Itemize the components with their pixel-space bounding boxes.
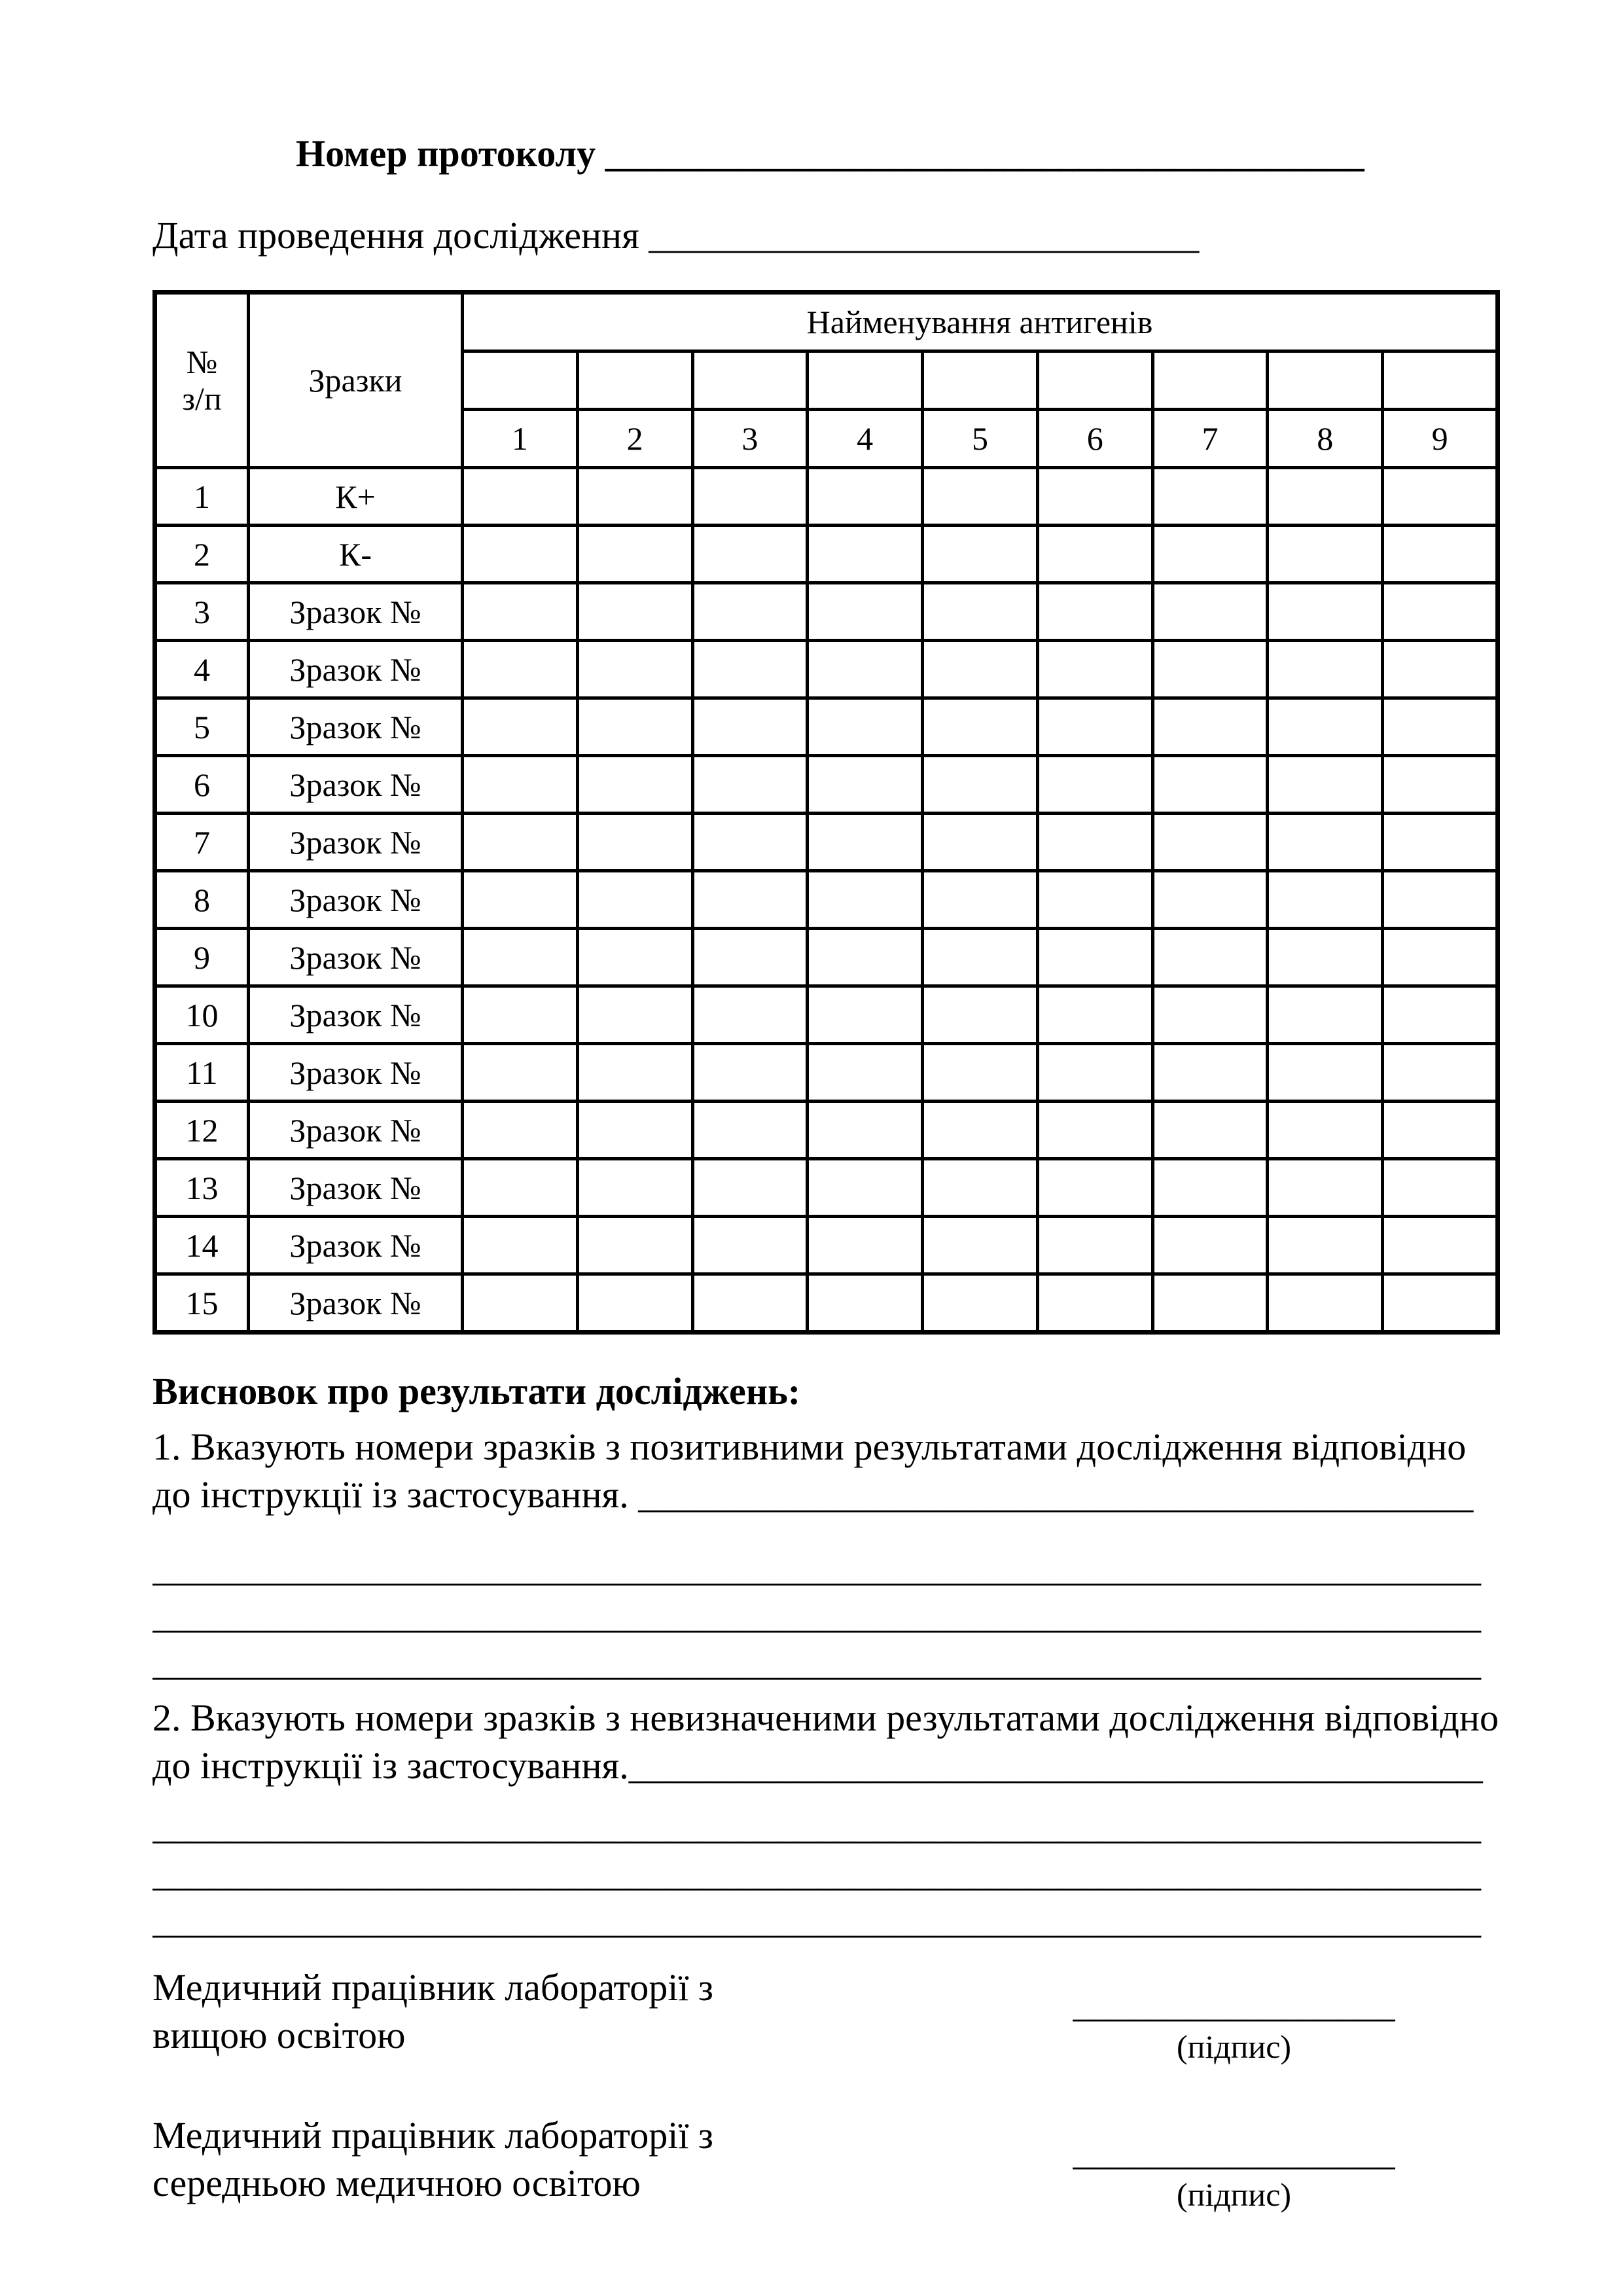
antigen-number-cell: 9 [1383, 410, 1498, 468]
result-cell [1037, 929, 1152, 986]
table-row [155, 814, 1498, 871]
result-cell [1383, 1217, 1498, 1274]
protocol-number-row [152, 131, 1500, 177]
result-cell [1383, 1159, 1498, 1217]
sample-name-cell: Зразок № [249, 641, 463, 698]
result-cell [1268, 986, 1383, 1044]
conclusion-item-2 [152, 1694, 1500, 1789]
result-cell [1037, 1102, 1152, 1159]
result-cell [1152, 986, 1268, 1044]
result-cell [1037, 814, 1152, 871]
sample-name-cell: К+ [249, 468, 463, 526]
result-cell [1037, 756, 1152, 814]
result-cell [577, 468, 692, 526]
result-cell [463, 468, 578, 526]
signature-1-caption: (підпис) [1176, 2028, 1292, 2065]
row-number-cell: 11 [155, 1044, 249, 1102]
conclusion-item-2-line-2 [152, 1742, 1500, 1789]
antigen-name-blank-cell [577, 351, 692, 410]
result-cell [692, 1159, 808, 1217]
result-cell [1037, 871, 1152, 929]
table-body [155, 468, 1498, 1333]
result-cell [577, 929, 692, 986]
result-cell [692, 871, 808, 929]
sample-name-cell: Зразок № [249, 698, 463, 756]
result-cell [808, 468, 923, 526]
result-cell [463, 1102, 578, 1159]
result-cell [808, 986, 923, 1044]
signature-2-label-line-1: Медичний працівник лабораторії з [152, 2114, 713, 2157]
result-cell [808, 871, 923, 929]
result-cell [463, 641, 578, 698]
result-cell [692, 583, 808, 641]
result-cell [577, 1102, 692, 1159]
research-date-row [152, 213, 1500, 259]
result-cell [692, 1044, 808, 1102]
result-cell [808, 698, 923, 756]
table-row [155, 1102, 1498, 1159]
result-cell [1268, 698, 1383, 756]
blank-fill-line: ______________________________________________________________________ [152, 1804, 1481, 1847]
antigen-number-cell: 1 [463, 410, 578, 468]
blank-fill-line: ______________________________________________________________________ [152, 1641, 1481, 1683]
table-row [155, 986, 1498, 1044]
row-number-cell: 6 [155, 756, 249, 814]
result-cell [1268, 1217, 1383, 1274]
result-cell [1383, 1044, 1498, 1102]
result-cell [923, 641, 1038, 698]
result-cell [1268, 756, 1383, 814]
table-row [155, 871, 1498, 929]
sample-name-cell: Зразок № [249, 1102, 463, 1159]
signature-2-fill-line: _________________ [1073, 2130, 1395, 2173]
result-cell [923, 468, 1038, 526]
result-cell [923, 1217, 1038, 1274]
result-cell [1152, 641, 1268, 698]
result-cell [1037, 1159, 1152, 1217]
signature-2-sign-area [1073, 2111, 1395, 2214]
result-cell [577, 1274, 692, 1333]
result-cell [808, 1102, 923, 1159]
result-cell [692, 641, 808, 698]
row-number-cell: 8 [155, 871, 249, 929]
sample-name-cell: К- [249, 526, 463, 583]
table-row [155, 1159, 1498, 1217]
result-cell [1037, 468, 1152, 526]
result-cell [1268, 1044, 1383, 1102]
antigen-number-cell: 4 [808, 410, 923, 468]
table-row [155, 641, 1498, 698]
table-row [155, 756, 1498, 814]
sample-name-cell: Зразок № [249, 814, 463, 871]
sample-name-cell: Зразок № [249, 1159, 463, 1217]
result-cell [1383, 871, 1498, 929]
result-cell [808, 1217, 923, 1274]
result-cell [463, 1159, 578, 1217]
result-cell [808, 1159, 923, 1217]
result-cell [1152, 583, 1268, 641]
antigen-name-blank-cell [463, 351, 578, 410]
result-cell [577, 1044, 692, 1102]
table-row [155, 1044, 1498, 1102]
sample-name-cell: Зразок № [249, 1044, 463, 1102]
blank-lines-after-item-1 [152, 1545, 1500, 1686]
signature-1-sign-area [1073, 1964, 1395, 2066]
antigen-number-cell: 3 [692, 410, 808, 468]
conclusion-heading: Висновок про результати досліджень: [152, 1370, 801, 1412]
signature-2-caption: (підпис) [1176, 2176, 1292, 2213]
result-cell [1152, 1044, 1268, 1102]
result-cell [923, 929, 1038, 986]
signature-1-label-line-2: вищою освітою [152, 2014, 406, 2056]
result-cell [1152, 871, 1268, 929]
antigen-name-blank-cell [1152, 351, 1268, 410]
row-number-cell: 7 [155, 814, 249, 871]
result-cell [577, 641, 692, 698]
result-cell [1383, 929, 1498, 986]
result-cell [1268, 1102, 1383, 1159]
result-cell [1037, 1274, 1152, 1333]
result-cell [923, 1102, 1038, 1159]
result-cell [1037, 986, 1152, 1044]
table-row [155, 1274, 1498, 1333]
blank-fill-line: ______________________________________________________________________ [152, 1547, 1481, 1589]
antigen-name-blank-cell [1037, 351, 1152, 410]
antigen-name-blank-cell [1268, 351, 1383, 410]
row-number-cell: 4 [155, 641, 249, 698]
sample-name-cell: Зразок № [249, 929, 463, 986]
antigen-number-cell: 7 [1152, 410, 1268, 468]
result-cell [692, 526, 808, 583]
conclusion-item-2-line-1: 2. Вказують номери зразків з невизначеними результатами дослідження відповідно [152, 1696, 1499, 1739]
result-cell [923, 814, 1038, 871]
result-cell [808, 1274, 923, 1333]
result-cell [923, 583, 1038, 641]
result-cell [463, 929, 578, 986]
table-row [155, 929, 1498, 986]
result-cell [1037, 698, 1152, 756]
result-cell [692, 1217, 808, 1274]
result-cell [1268, 871, 1383, 929]
result-cell [1152, 756, 1268, 814]
result-cell [692, 814, 808, 871]
row-number-cell: 15 [155, 1274, 249, 1333]
antigen-name-blank-cell [808, 351, 923, 410]
result-cell [1268, 468, 1383, 526]
result-cell [1383, 468, 1498, 526]
sample-name-cell: Зразок № [249, 1274, 463, 1333]
result-cell [1037, 1044, 1152, 1102]
result-cell [1383, 814, 1498, 871]
table-row [155, 1217, 1498, 1274]
table-row [155, 468, 1498, 526]
signature-2-label-line-2: середньою медичною освітою [152, 2162, 641, 2204]
result-cell [808, 929, 923, 986]
result-cell [1268, 1159, 1383, 1217]
result-cell [577, 814, 692, 871]
antigen-number-cell: 8 [1268, 410, 1383, 468]
col-header-num-line2: з/п [182, 380, 222, 417]
result-cell [463, 526, 578, 583]
table-header-row-1 [155, 293, 1498, 351]
result-cell [463, 1274, 578, 1333]
signature-1-fill-line: _________________ [1073, 1982, 1395, 2025]
result-cell [463, 756, 578, 814]
antigen-number-cell: 6 [1037, 410, 1152, 468]
conclusion-item-2-text: до інструкції із застосування. [152, 1744, 629, 1787]
table-header [155, 293, 1498, 468]
result-cell [923, 1044, 1038, 1102]
result-cell [923, 871, 1038, 929]
result-cell [577, 986, 692, 1044]
antigen-number-cell: 2 [577, 410, 692, 468]
research-date-fill-line: _____________________________ [649, 214, 1200, 257]
result-cell [808, 641, 923, 698]
result-cell [577, 1217, 692, 1274]
col-header-num-line1: № [186, 344, 218, 380]
result-cell [808, 814, 923, 871]
result-cell [692, 698, 808, 756]
blank-lines-after-item-2 [152, 1803, 1500, 1944]
protocol-number-label: Номер протоколу [296, 132, 605, 175]
result-cell [808, 756, 923, 814]
result-cell [1037, 1217, 1152, 1274]
result-cell [577, 756, 692, 814]
antigens-table [152, 290, 1500, 1335]
result-cell [1383, 583, 1498, 641]
row-number-cell: 10 [155, 986, 249, 1044]
conclusion-item-1 [152, 1423, 1500, 1518]
result-cell [1383, 698, 1498, 756]
antigen-number-cell: 5 [923, 410, 1038, 468]
table-row [155, 583, 1498, 641]
signature-2-label [152, 2111, 807, 2207]
row-number-cell: 9 [155, 929, 249, 986]
blank-fill-line: ______________________________________________________________________ [152, 1852, 1481, 1894]
result-cell [1383, 526, 1498, 583]
result-cell [923, 1274, 1038, 1333]
sample-name-cell: Зразок № [249, 756, 463, 814]
result-cell [923, 756, 1038, 814]
result-cell [1152, 1274, 1268, 1333]
result-cell [1152, 814, 1268, 871]
row-number-cell: 13 [155, 1159, 249, 1217]
result-cell [1152, 1102, 1268, 1159]
result-cell [1268, 929, 1383, 986]
document-content [152, 0, 1500, 2214]
protocol-number-fill-line: ________________________________________ [605, 132, 1364, 175]
result-cell [577, 698, 692, 756]
result-cell [1268, 1274, 1383, 1333]
sample-name-cell: Зразок № [249, 986, 463, 1044]
antigen-name-blank-cell [1383, 351, 1498, 410]
result-cell [463, 814, 578, 871]
signature-1-label-line-1: Медичний працівник лабораторії з [152, 1966, 713, 2009]
row-number-cell: 12 [155, 1102, 249, 1159]
sample-name-cell: Зразок № [249, 583, 463, 641]
result-cell [923, 1159, 1038, 1217]
blank-fill-line: ______________________________________________________________________ [152, 1899, 1481, 1941]
result-cell [1268, 814, 1383, 871]
signature-block-2 [152, 2111, 1500, 2214]
result-cell [692, 1102, 808, 1159]
result-cell [692, 929, 808, 986]
result-cell [1037, 526, 1152, 583]
result-cell [1383, 756, 1498, 814]
result-cell [1037, 641, 1152, 698]
table-row [155, 698, 1498, 756]
result-cell [692, 468, 808, 526]
result-cell [1152, 526, 1268, 583]
result-cell [577, 1159, 692, 1217]
row-number-cell: 5 [155, 698, 249, 756]
row-number-cell: 14 [155, 1217, 249, 1274]
research-date-label: Дата проведення дослідження [152, 214, 649, 257]
result-cell [1268, 641, 1383, 698]
conclusion-item-1-fill-line: ____________________________________________ [638, 1473, 1474, 1516]
antigen-name-blank-cell [923, 351, 1038, 410]
result-cell [1037, 583, 1152, 641]
row-number-cell: 2 [155, 526, 249, 583]
sample-name-cell: Зразок № [249, 871, 463, 929]
conclusion-item-2-fill-line: _____________________________________________ [628, 1744, 1483, 1787]
signature-1-label [152, 1964, 807, 2059]
result-cell [1383, 1274, 1498, 1333]
row-number-cell: 3 [155, 583, 249, 641]
result-cell [1152, 929, 1268, 986]
result-cell [692, 986, 808, 1044]
result-cell [463, 871, 578, 929]
result-cell [808, 583, 923, 641]
blank-fill-line: ______________________________________________________________________ [152, 1594, 1481, 1636]
col-header-samples: Зразки [249, 293, 463, 468]
result-cell [577, 871, 692, 929]
table-row [155, 526, 1498, 583]
result-cell [923, 526, 1038, 583]
result-cell [1152, 468, 1268, 526]
result-cell [463, 698, 578, 756]
result-cell [1383, 1102, 1498, 1159]
result-cell [463, 1217, 578, 1274]
result-cell [1383, 986, 1498, 1044]
result-cell [463, 1044, 578, 1102]
result-cell [1152, 1159, 1268, 1217]
sample-name-cell: Зразок № [249, 1217, 463, 1274]
result-cell [1268, 583, 1383, 641]
result-cell [692, 1274, 808, 1333]
result-cell [577, 583, 692, 641]
col-header-antigens: Найменування антигенів [463, 293, 1498, 351]
result-cell [923, 698, 1038, 756]
signature-block-1 [152, 1964, 1500, 2066]
row-number-cell: 1 [155, 468, 249, 526]
result-cell [692, 756, 808, 814]
result-cell [1152, 1217, 1268, 1274]
conclusion-item-1-text: до інструкції із застосування. [152, 1473, 639, 1516]
result-cell [808, 526, 923, 583]
result-cell [1268, 526, 1383, 583]
result-cell [1383, 641, 1498, 698]
result-cell [463, 986, 578, 1044]
result-cell [1152, 698, 1268, 756]
result-cell [923, 986, 1038, 1044]
conclusion-item-1-line-1: 1. Вказують номери зразків з позитивними результатами дослідження відповідно [152, 1426, 1467, 1468]
result-cell [463, 583, 578, 641]
antigen-name-blank-cell [692, 351, 808, 410]
result-cell [808, 1044, 923, 1102]
result-cell [577, 526, 692, 583]
col-header-num [155, 293, 249, 468]
conclusion-item-1-line-2 [152, 1471, 1500, 1518]
